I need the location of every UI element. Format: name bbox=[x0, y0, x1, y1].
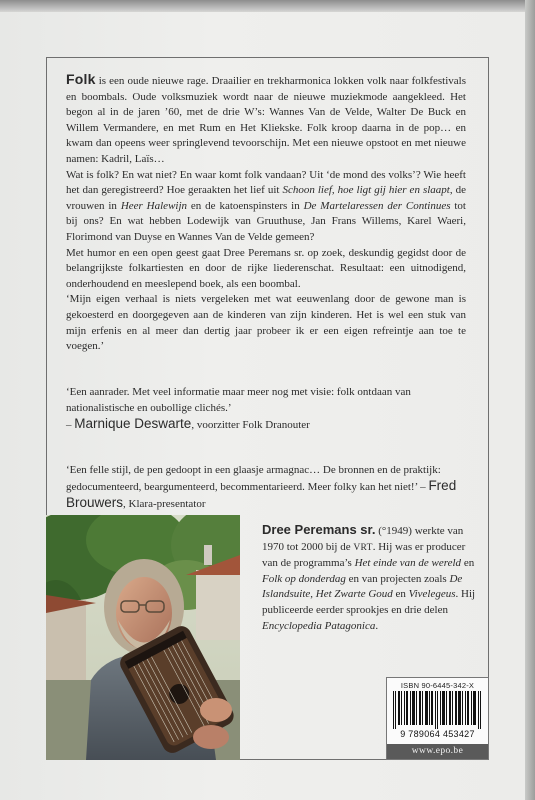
project-title-2: Het Zwarte Goud bbox=[315, 588, 393, 601]
quote-2-role: , Klara-presentator bbox=[123, 498, 206, 510]
author-born: (°1949) bbox=[375, 525, 412, 537]
project-title-1: De Islandsuite bbox=[262, 572, 463, 601]
quote-1-role: , voorzitter Folk Dranouter bbox=[191, 419, 310, 431]
barcode-icon bbox=[391, 691, 484, 729]
bio-text-3: en bbox=[461, 557, 475, 570]
author-photo-image bbox=[46, 515, 240, 760]
bio-text-6: en bbox=[392, 588, 409, 601]
blurb-paragraph-3: Met humor en een open geest gaat Dree Peremans sr. op zoek, deskundig gegidst door de belangrijkste folkartiesten en door de rijke liederenschat. Resultaat: een uitnodigend, onderhoudend en meeslepend boek, als een boombal. bbox=[66, 246, 466, 290]
bio-text-2: . Hij was er producer van de programma’s bbox=[262, 540, 466, 570]
blurb-p2-text-a: Wat is folk? En wat niet? En waar komt folk vandaan? Uit ‘de mond des volks’? Wie heeft het dan geregistreerd? Hoe geraakten het lief uit bbox=[66, 168, 466, 197]
review-quote-1 bbox=[66, 384, 466, 433]
isbn-barcode-box bbox=[386, 677, 489, 760]
blurb-p1-text: is een oude nieuwe rage. Draailier en trekharmonica lokken volk naar folkfestivals en boombals. Oude volksmuziek wordt naar de nieuwe muziekmode aangekleed. Het begon al in de jaren ’60, met de drie W’s: Wannes Van de Velde, Walter De Buck en Willem Vermandere, en met Rum en Het Kliekske. Folk kroop daarna in de pop… en kwam dan opeens weer springlevend tevoorschijn. Met een nieuwe opstoot en met nieuwe namen: Kadril, Laïs… bbox=[66, 75, 466, 165]
book-title: Encyclopedia Patagonica bbox=[262, 619, 376, 632]
cover-top-edge bbox=[0, 0, 535, 12]
quote-2-author: Fred Brouwers bbox=[66, 478, 457, 510]
blurb-paragraph-1 bbox=[66, 72, 466, 168]
review-quote-2 bbox=[66, 462, 466, 512]
cover-spine-edge bbox=[525, 0, 535, 800]
blurb-paragraph-4: ‘Mijn eigen verhaal is niets vergeleken met wat eeuwenlang door de gewone man is gekoesterd en doorgegeven aan de kinderen van zijn kinderen. Het is wel een stuk van mijn erfenis en al meer dan dertig jaar probeer ik er een eigen refreintje aan toe te voegen.’ bbox=[66, 293, 466, 353]
bio-text-7: . Hij publiceerde eerder sprookjes en drie delen bbox=[262, 588, 476, 616]
blurb-p2-text-b: , de vrouwen in bbox=[66, 184, 466, 212]
quote-1-dash: – bbox=[66, 419, 75, 431]
song-title-schoon-lief: Schoon lief, hoe ligt gij hier en slaapt bbox=[282, 184, 450, 197]
author-bio bbox=[262, 522, 480, 634]
author-name: Dree Peremans sr. bbox=[262, 522, 376, 537]
quote-2-text: ‘Een felle stijl, de pen gedoopt in een glaasje armagnac… De bronnen en de praktijk: gedocumenteerd, beargumenteerd, becommentarieerd. Meer folky kan het niet!’ – bbox=[66, 464, 441, 493]
publisher-website: www.epo.be bbox=[387, 744, 488, 759]
program-title-1: Het einde van de wereld bbox=[354, 557, 462, 570]
bio-text-8: . bbox=[375, 619, 379, 632]
project-title-3: Vivelegeus bbox=[408, 588, 456, 601]
quote-1-text: ‘Een aanrader. Met veel informatie maar meer nog met visie: folk ontdaan van nationalistische en oubollige clichés.’ bbox=[66, 386, 411, 414]
quote-1-author: Marnique Deswarte bbox=[74, 416, 192, 431]
song-title-heer-halewijn: Heer Halewijn bbox=[120, 199, 188, 212]
author-photo bbox=[46, 515, 240, 760]
blurb bbox=[66, 72, 466, 355]
blurb-p2-text-d: tot bij ons? En wat hebben Lodewijk van Gruuthuse, Jan Frans Willems, Karel Waeri, Florimond van Duyse en Wannes Van de Velde gemeen? bbox=[66, 199, 466, 243]
blurb-keyword: Folk bbox=[66, 71, 96, 87]
broadcaster-name: VRT bbox=[353, 542, 373, 553]
bio-text-4: en van projecten zoals bbox=[345, 572, 450, 585]
program-title-2: Folk op donderdag bbox=[262, 572, 346, 585]
isbn-label: ISBN 90-6445-342-X bbox=[400, 681, 475, 690]
blurb-paragraph-2 bbox=[66, 168, 466, 246]
song-title-martelaressen: De Martelaressen der Continues bbox=[303, 199, 451, 212]
bio-text-5: , bbox=[310, 588, 316, 601]
bio-text-1: werkte van 1970 tot 2000 bij de bbox=[262, 525, 464, 553]
barcode-number: 9 789064 453427 bbox=[400, 729, 475, 739]
blurb-p2-text-c: en de katoenspinsters in bbox=[187, 199, 304, 212]
